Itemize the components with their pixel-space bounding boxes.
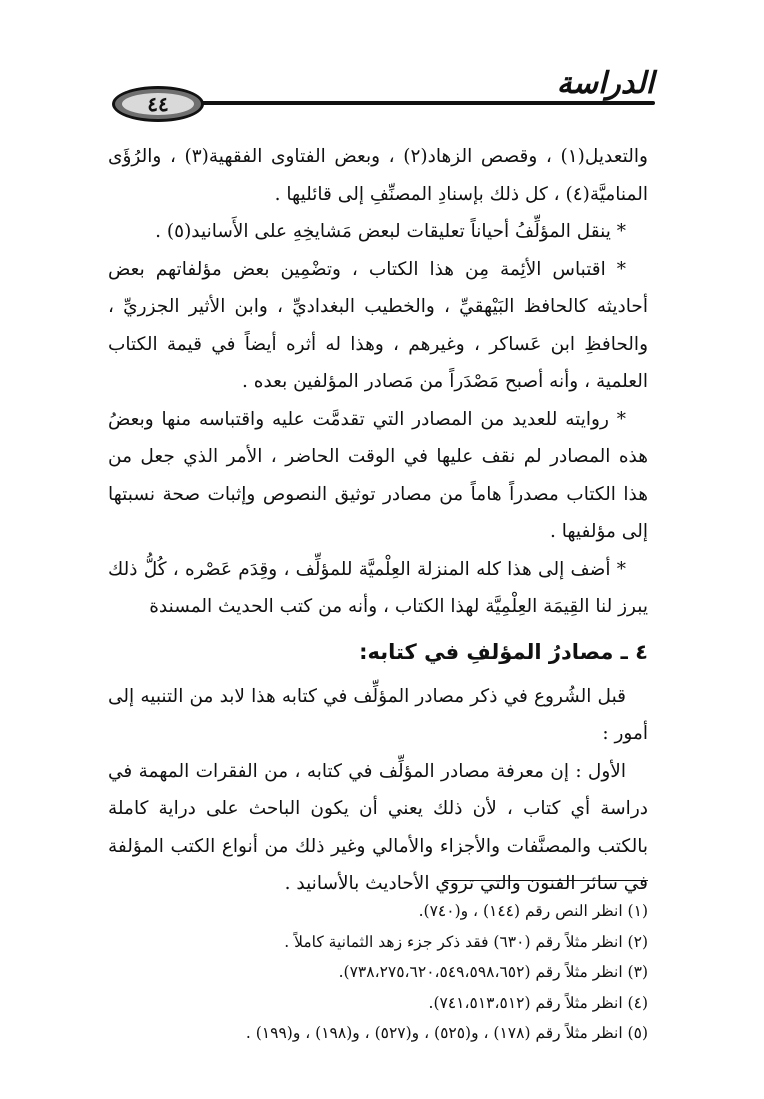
page-number: ٤٤ bbox=[147, 92, 169, 116]
header-rule bbox=[190, 101, 655, 105]
body-text bbox=[108, 138, 648, 903]
running-title: الدراسة bbox=[556, 66, 654, 101]
footnote-separator bbox=[444, 880, 648, 881]
section-heading: ٤ ـ مصادرُ المؤلفِ في كتابه: bbox=[359, 639, 648, 664]
paragraph: * ينقل المؤلِّفُ أحياناً تعليقات لبعض مَشايخِهِ على الأَسانيد(٥) . bbox=[155, 221, 626, 242]
footnote: (١) انظر النص رقم (١٤٤) ، و(٧٤٠). bbox=[418, 902, 648, 920]
footnote: (٢) انظر مثلاً رقم (٦٣٠) فقد ذكر جزء زهد الثمانية كاملاً . bbox=[284, 932, 648, 951]
paragraph-continued: والتعديل(١) ، وقصص الزهاد(٢) ، وبعض الفتاوى الفقهية(٣) ، والرُؤَى المناميَّة(٤) ، كل ذلك بإسنادِ المصنِّفِ إلى قائليها . bbox=[108, 146, 648, 205]
page-number-badge bbox=[112, 86, 204, 122]
paragraph: * أضف إلى هذا كله المنزلة العِلْميَّة للمؤلِّف ، وقِدَم عَصْره ، كُلُّ ذلك يبرز لنا القِيمَة العِلْمِيَّة لهذا الكتاب ، وأنه من كتب الحديث المسندة bbox=[108, 558, 648, 617]
footnote: (٤) انظر مثلاً رقم (٧٤١،٥١٣،٥١٢). bbox=[428, 993, 648, 1012]
paragraph: الأول : إن معرفة مصادر المؤلِّف في كتابه ، من الفقرات المهمة في دراسة أي كتاب ، لأن ذلك يعني أن يكون الباحث على دراية كاملة بالكتب والمصنَّفات والأجزاء والأمالي وغير ذلك من أنواع الكتب المؤلفة في سائر الفنون والتي تروي الأحاديث بالأسانيد . bbox=[108, 760, 648, 894]
footnote: (٥) انظر مثلاً رقم (١٧٨) ، و(٥٢٥) ، و(٥٢٧) ، و(١٩٨) ، و(١٩٩) . bbox=[245, 1024, 648, 1042]
paragraph: قبل الشُروع في ذكر مصادر المؤلِّف في كتابه هذا لابد من التنبيه إلى أمور : bbox=[108, 685, 648, 744]
paragraph: * روايته للعديد من المصادر التي تقدمَّت عليه واقتباسه منها وبعضُ هذه المصادر لم نقف عليها في الوقت الحاضر ، الأمر الذي جعل من هذا الكتاب مصدراً هاماً من مصادر توثيق النصوص وإثبات صحة نسبتها إلى مؤلفيها . bbox=[108, 408, 648, 542]
paragraph: * اقتباس الأئِمة مِن هذا الكتاب ، وتضْمِين بعض مؤلفاتهم بعض أحاديثه كالحافظ البَيْهقيِّ ، والخطيب البغداديِّ ، وابن الأثير الجزريِّ ، والحافظِ ابن عَساكر ، وغيرهم ، وهذا له أثره أيضاً في قيمة الكتاب العلمية ، وأنه أصبح مَصْدَراً من مَصادر المؤلفين بعده . bbox=[108, 258, 648, 392]
page-header bbox=[0, 0, 764, 140]
footnotes bbox=[108, 896, 648, 1049]
footnote: (٣) انظر مثلاً رقم (٧٣٨،٢٧٥،٦٢٠،٥٤٩،٥٩٨،٦٥٢). bbox=[338, 963, 648, 981]
